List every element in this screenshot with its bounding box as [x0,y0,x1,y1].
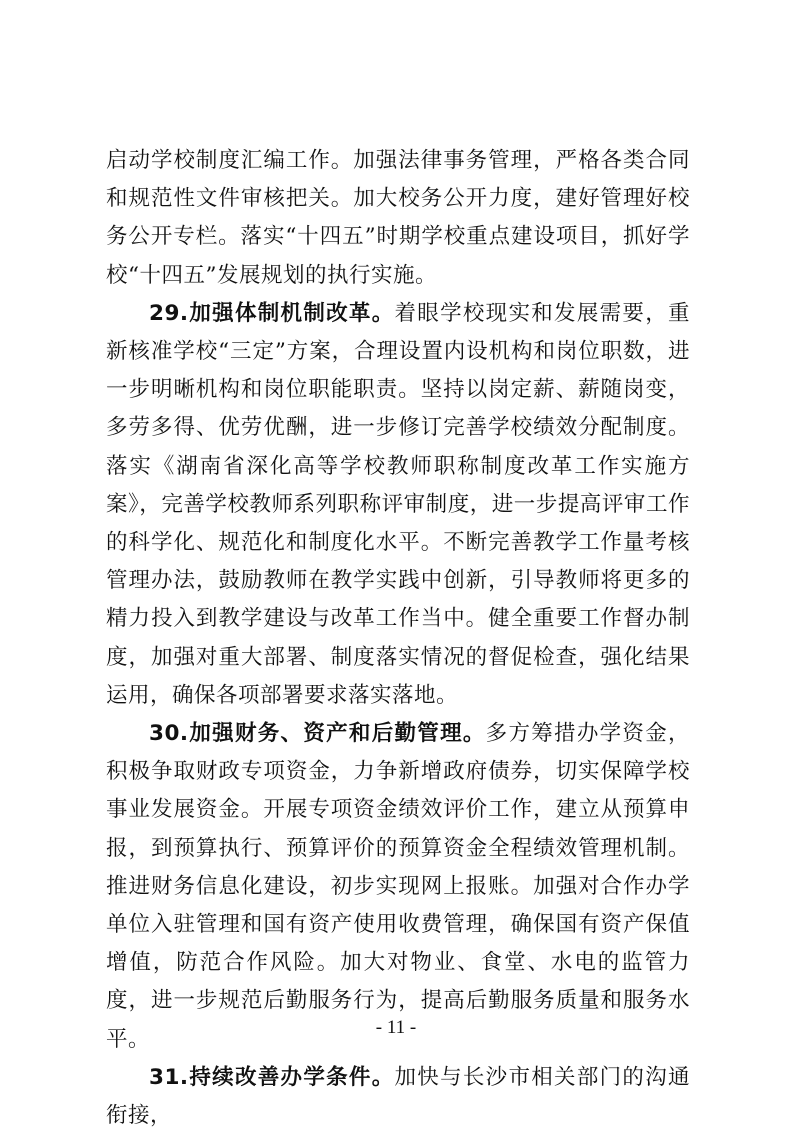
paragraph-text: 多方筹措办学资金，积极争取财政专项资金，力争新增政府债券，切实保障学校事业发展资金。开展专项资金绩效评价工作，建立从预算申报，到预算执行、预算评价的预算资金全程绩效管理机制。推进财务信息化建设，初步实现网上报账。加强对合作办学单位入驻管理和国有资产使用收费管理，确保国有资产保值增值，防范合作风险。加大对物业、食堂、水电的监管力度，进一步规范后勤服务行为，提高后勤服务质量和服务水平。 [106,721,690,1052]
paragraph-30 [106,715,690,1059]
page-number: - 11 - [375,1017,417,1038]
paragraph-continuation [106,142,690,295]
section-heading-30: 30.加强财务、资产和后勤管理。 [149,721,486,747]
section-heading-29: 29.加强体制机制改革。 [149,300,395,326]
paragraph-31 [106,1059,690,1135]
section-heading-31: 31.持续改善办学条件。 [149,1064,395,1090]
document-body [106,142,690,1135]
paragraph-text: 加快与长沙市相关部门的沟通衔接， [106,1064,690,1129]
paragraph-text: 启动学校制度汇编工作。加强法律事务管理，严格各类合同和规范性文件审核把关。加大校务公开力度，建好管理好校务公开专栏。落实“十四五”时期学校重点建设项目，抓好学校“十四五”发展规划的执行实施。 [106,148,690,288]
paragraph-29 [106,295,690,715]
paragraph-text: 着眼学校现实和发展需要，重新核准学校“三定”方案，合理设置内设机构和岗位职数，进一步明晰机构和岗位职能职责。坚持以岗定薪、薪随岗变，多劳多得、优劳优酬，进一步修订完善学校绩效分配制度。落实《湖南省深化高等学校教师职称制度改革工作实施方案》，完善学校教师系列职称评审制度，进一步提高评审工作的科学化、规范化和制度化水平。不断完善教学工作量考核管理办法，鼓励教师在教学实践中创新，引导教师将更多的精力投入到教学建设与改革工作当中。健全重要工作督办制度，加强对重大部署、制度落实情况的督促检查，强化结果运用，确保各项部署要求落实落地。 [106,300,690,708]
